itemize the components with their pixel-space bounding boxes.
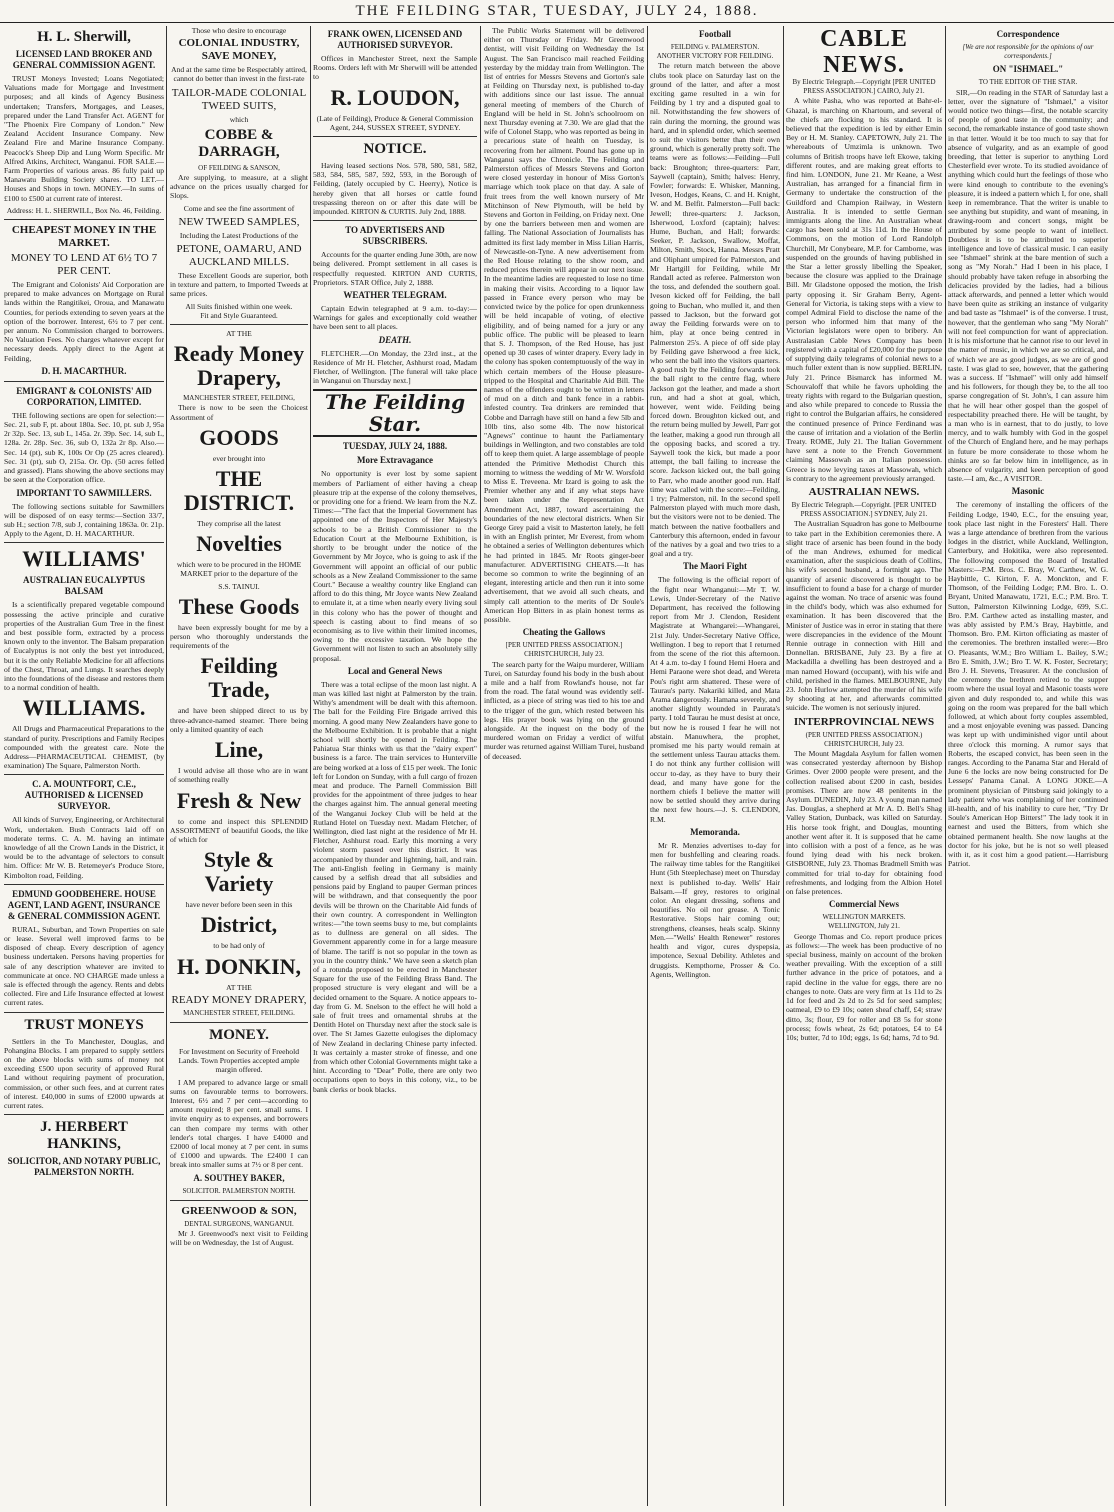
colonial-heading: COLONIAL INDUSTRY, SAVE MONEY, [178, 37, 300, 63]
money-body: I AM prepared to advance large or small sums on favourable terms to borrowers. Interest, 6½ and 7 per cent—according to amount required; 8 per cent. small sums. I invite enquiry as to expenses, and borrowers can then compare my terms with other lender's total charges. I have £4000 and £2000 of local money at 7 per cent. in sums of £1000 and upwards. The £2400 I can break into smaller sums at 7½ or 8 per cent. [170, 1077, 308, 1170]
comprise-text: They comprise all the latest [197, 519, 281, 529]
column-6 [786, 26, 942, 1506]
cheapest-heading: CHEAPEST MONEY IN THE MARKET. [11, 224, 157, 250]
goods-heading: GOODS [199, 424, 279, 450]
column-4 [484, 26, 644, 1506]
cable-heading: CABLE NEWS. [820, 26, 908, 78]
local-heading: Local and General News [347, 665, 443, 676]
column-rule [310, 26, 311, 1506]
masonic-body: The ceremony of installing the officers of the Feilding Lodge, 1940, E.C., for the ensuing year, took place last night in the Foresters' Hall. There was a large attendance of brethren from the various lodges in the district, while Auckland, Wellington, Canterbury, and Hokitika, were also represented. The following composed the Board of Installed Masters:—P.M. Bros. C. Bray, W. Carthew, W. G. Haybittle, C. Kirton, F. A. Monckton, and F. Thomson, of the Feilding Lodge; P.M. Bro. L. O. Bryant, United Manawatu, 1721, E.C.; P.M. Bro. T. Sutton, Palmerston Kilwinning Lodge, 699, S.C. Bro. P.M. Carthew acted as installing master, and was ably assisted by P.M.'s Bray, Haybittle, and Thomson. Bro. P.M. Kirton officiating as master of the ceremonies. The brethren installed were:—Bro O. Pleasants, W.M.; Bro William L. Bailey, S.W.; Bro E. Smith, J.W.; Bro T. W. K. Foster, Secretary; Bro J. H. Stevens, Treasurer. At the conclusion of the ceremony the brethren retired to the supper room where the usual loyal and Masonic toasts were given and duly responded to, and while this was going on the room was prepared for the ball which followed, at which about forty couples assembled, and a most enjoyable evening was passed. Dancing was kept up with undiminished vigor until about three o'clock this morning. A rumor says that Roberts, the escaped convict, has been seen in the ranges. According to the Panama Star and Herald of June 6 the locks are now being constructed for De Lesseps' Panama Canal. A LONG JOKE.—A prominent physician of Pittsburg said jokingly to a lady patient who was complaining of her continued ill-health, and of his inability to cure her, "Try Dr Soule's American Hop Bitters!" The lady took it in earnest and used the Bitters, from which she obtained permanent health. She now laughs at the doctor for his joke, but he is not so well pleased with it, as it cost him a good patient.—Harrisburg Patriot. [948, 500, 1108, 869]
masthead-title: THE FEILDING STAR, TUESDAY, JULY 24, 1888. [355, 2, 759, 19]
corr-note: [We are not responsible for the opinions of our correspondents.] [962, 43, 1094, 61]
commercial-subheading: WELLINGTON MARKETS. [822, 913, 906, 922]
line-heading: Line, [214, 737, 264, 763]
advertisers-body: Accounts for the quarter ending June 30th, are now being delivered. Prompt settlement in all cases is respectfully requested. KIRTON AND CURTIS, Proprietors. STAR Office, July 2, 1888. [313, 250, 477, 287]
extravagance-body: No opportunity is ever lost by some sapient members of Parliament of either having a cheap pleasure trip at the expense of the colony themselves, or providing one for a friend. We learn from the N.Z. Times:—"The fact that the Imperial Government has appointed one of the Inspectors of Her Majesty's schools to be a British Commissioner to the Education Court at the Melbourne Exhibition, is shortly to be brought under the notice of the Government by Mr Joyce, who is going to ask if the Government will appoint an official of our public schools as a New Zealand Commissioner to the same Court." Because a wealthy country like England can afford to do this thing, Mr Joyce wants New Zealand to emulate it, at a time when nearly every living soul in this colony who has the power of thought and speech is casting about to find means of so economising as to live within their limited incomes, owing to the excessive taxation. We hope the Government will not listen to such an absolutely silly proposal. [313, 469, 477, 663]
divider [170, 1022, 308, 1023]
sawmillers-heading: IMPORTANT TO SAWMILLERS. [16, 487, 152, 498]
masthead [0, 0, 1114, 23]
ready-subheading: MANCHESTER STREET, FEILDING, [183, 394, 295, 403]
divider [4, 219, 164, 220]
sawmillers-body: The following sections suitable for Sawmillers will be disposed of on easy terms:—Section 33/7, sub H.; section 7/8, sub J, containing 1863a. 0r. 21p. Apply to the Agent, D. H. MACARTHUR. [4, 501, 164, 539]
column-2 [170, 26, 308, 1506]
column-rule [166, 26, 167, 1506]
suits-text: All Suits finished within one week. [185, 301, 293, 311]
column-7 [948, 26, 1108, 1506]
williams-subheading: AUSTRALIAN EUCALYPTUS BALSAM [23, 575, 145, 597]
divider [4, 774, 164, 775]
star-date: TUESDAY, JULY 24, 1888. [342, 441, 448, 452]
money-heading: MONEY. [209, 1026, 269, 1043]
money-subheading: For Investment on Security of Freehold Lands. Town Properties accepted ample margin offered. [178, 1046, 300, 1075]
aus-heading: AUSTRALIAN NEWS. [808, 485, 920, 498]
football-heading: Football [698, 29, 731, 39]
news-body: The Public Works Statement will be delivered either on Thursday or Friday. Mr Greenwood dentist, will visit Feilding on Wednesday the 1st August. The San Francisco mail reached Feilding yesterday by the midday train from Wellington. The list of entries for Messrs Stevens and Gorton's sale at Feilding on Thursday next, is published to-day with additions since our last issue. The annual general meeting of members of the Church of England will be held in St. John's schoolroom on next Thursday evening at 7.30. We are glad that the wife of Colonel Stapp, who was reported as being in a precarious state of health on Tuesday, is recovering from her ailment. Pound has gone up in Wanganui says the Chronicle. The Feilding and Palmerston offices of Messrs Stevens and Gorton were closed yesterday in honour of Miss Gorton's marriage which took place on that day. A sale of fruit trees from the well known nursery of Mr Mitchinson of New Plymouth, will be held by Stevens and Gorton in Feilding, on Friday next. One by one the barriers between men and women are falling. The National Association of Journalists has admitted its first lady member in Miss Lilian Harris, of Newcastle-on-Tyne. A new advertisement from the Red House relating to the show room, and reduced prices therein will appear in our next issue. In the meantime ladies are requested to lose no time in making their visits. According to a liquor law passed in France every person who may be convicted twice by the police for open drunkenness will be held incapable of voting, of elective eligibility, and of being named for a jury or any public office. The public will be pleased to learn that S. J. Thompson, of the Red House, has just opened up 30 cases of winter drapery. Every lady in the colony has spoken contemptuously of the way in which certain members of the House pleasure-tripped to the Hospital and Charitable Aid Bill. The names of the offenders ought to be written in letters of mud on a ditch and bank fence in a rabbit-infested country. Tea drinkers are reminded that Cobbe and Darragh have still on hand a few 5lb and 10lb tins, also some 4lb. The now historical "Agnews" continue to haunt the Parliamentary buildings in Wellington, and two constables are told off to keep them quiet. A large assemblage of people attended the Primitive Methodist Church this morning to witness the wedding of Mr W. Worsfold to Miss E. Treveena. Mr Izard is going to ask the Premier whether any and if any what steps have been taken under the Representation Act Amendment Act, 1887, toward ascertaining the boundaries of the new electoral districts. When Sir George Grey paid a visit to Masterton lately, he fell in with an English printer, Mr Everest, from whom he obtained a series of Wellington debentures which he had printed in 1845. Mr Roots ginger-beer manufacturer. ADVERTISING CHEATS.—It has become so common to write the beginning of an elegant, interesting article and then run it into some advertisement, that we avoid all such cheats, and simply call attention to the merits of Dr Soule's American Hop Bitters in as plain honest terms as possible. [484, 26, 644, 624]
divider [4, 1012, 164, 1013]
ready-heading: Ready Money Drapery, [173, 341, 305, 391]
fresh-heading: Fresh & New [176, 787, 302, 813]
sherwill-address: Address: H. L. SHERWILL, Box No. 46, Feilding. [6, 205, 162, 215]
divider [4, 542, 164, 543]
weather-heading: WEATHER TELEGRAM. [343, 290, 447, 301]
column-3 [313, 26, 477, 1506]
newtweed-heading: NEW TWEED SAMPLES, [178, 215, 300, 228]
mills-heading: PETONE, OAMARU, AND AUCKLAND MILLS. [176, 243, 302, 269]
death-body: FLETCHER.—On Monday, the 23rd inst., at the Residence of Mr H. Fletcher, Ashhurst road, Madam Fletcher, of Wellington. [The funeral will take place in Wanganui on Thursday next.] [313, 348, 477, 386]
emigrants2-body: THE following sections are open for selection:—Sec. 21, sub F, pt. about 180a. Sec. 10, pt. sub J, 95a 2r 32p. Sec. 13, sub L, 145a. 2r. 39p. Sec. 14, sub L, 128a. 2r. 28p. Sec. 36, sub O, 132a 2r 8p. Also.—Sec. 14 (pt), sub K, 100s Or Op (25 acres cleared). Sec. 31 (pt), sub O, 215a. Or. Op. (50 acres felled and grassed). Plans showing the above sections may be seen at the Corporation office. [4, 410, 164, 485]
ishmael-to: TO THE EDITOR OF THE STAR. [978, 78, 1078, 87]
only-text: to be had only of [213, 941, 265, 951]
hankins-heading: J. HERBERT HANKINS, [40, 1119, 128, 1153]
sherwill-title: LICENSED LAND BROKER AND GENERAL COMMISSION AGENT. [12, 49, 156, 70]
donkin-heading: H. DONKIN, [176, 953, 302, 979]
trust-heading: TRUST MONEYS [24, 1016, 144, 1033]
weather-body: Captain Edwin telegraphed at 9 a.m. to-day:—Warnings for gales and exceptionally cold weather have been sent to all places. [313, 304, 477, 332]
trust-body: Settlers in the To Manchester, Douglas, and Pohangina Blocks. I am prepared to supply settlers on the above blocks with sums of money not exceeding £500 upon security of approved Rural Land without requiring payment of procuration, commission, or other such fees, and at current rates of interest. £40,000 in sums of £2000 upwards at current rates. [4, 1036, 164, 1111]
ishmael-heading: ON "ISHMAEL." [992, 64, 1064, 75]
owen-body: Offices in Manchester Street, next the Sample Rooms. Orders left with Mr Sherwill will be attended to [313, 54, 477, 82]
mountfort-body: All kinds of Survey, Engineering, or Architectural Work, undertaken. Bush Contracts laid off on moderate terms. C. A. M. having an intimate knowledge of all the Crown Lands in the District, it would be to the advantage of selectors to consult him. Office: Mr W. B. Retemeyer's Produce Store, Kimbolton road, Feilding. [4, 815, 164, 880]
star-title: The Feilding Star. [313, 389, 477, 437]
feilding-trade-heading: Feilding Trade, [200, 653, 278, 703]
column-1 [4, 26, 164, 1506]
fit-text: Fit and Style Guaranteed. [200, 310, 278, 320]
advertisers-heading: TO ADVERTISERS AND SUBSCRIBERS. [345, 225, 445, 247]
everbrought-text: ever brought into [212, 453, 266, 463]
divider [4, 381, 164, 382]
hankins-subheading: SOLICITOR, AND NOTARY PUBLIC, PALMERSTON NORTH. [7, 1156, 161, 1178]
novelties-heading: Novelties [196, 531, 282, 557]
aus-body: The Australian Squadron has gone to Melbourne to take part in the Exhibition ceremonies there. A slight trace of arsenic has been found in the body of the man Andrews, exhumed for medical examination, after the suspicious death of Collins, his wife's second husband, a fortnight ago. The quantity of arsenic discovered is thought to be insufficient to found a base for a charge of murder against the woman. No trace of arsenic was found in the child's body, which was also exhumed for examination. It has been discovered that the Minister of Justice was in error in stating that there were discrepancies in the evidence of the Mount Rennie outrage in connection with Hill and Donnellan. BRISBANE, July 23. By a fire at Mackadilla a dwelling has been destroyed and a man named Howard (occupant), with his wife and child, perished in the flames. MELBOURNE, July 23. John Hurlow attempted the murder of his wife by shooting at her, and afterwards committed suicide. The women is not seriously injured. [786, 519, 942, 713]
aus-subheading: By Electric Telegraph.—Copyright. [PER UNITED PRESS ASSOCIATION.] SYDNEY, July 21. [791, 500, 937, 519]
havebeen-text: have been expressly bought for me by a person who thoroughly understands the requirements of the [170, 622, 308, 651]
excellent-body: These Excellent Goods are superior, both in texture and pattern, to Imported Tweeds at same prices. [170, 271, 308, 299]
goodbehere-body: RURAL, Suburban, and Town Properties on sale or lease. Several well improved farms to be disposed of cheap. Every description of agency business undertaken. Persons having properties for sale of any description whatever are invited to communicate at once. NO CHARGE made unless a sale is effected through the agency. Rents and debts collected. Fire and Life Insurance effected at lowest current rates. [4, 924, 164, 1008]
cable-subheading: By Electric Telegraph.—Copyright [PER UNITED PRESS ASSOCIATION.] CAIRO, July 21. [792, 78, 936, 96]
corr-heading: Correspondence [996, 29, 1060, 39]
column-rule [945, 26, 946, 1506]
atthe2-text: AT THE [226, 982, 252, 992]
gallows-subheading: [PER UNITED PRESS ASSOCIATION.] CHRISTCHURCH, July 23. [505, 641, 623, 659]
williams-body2: All Drugs and Pharmaceutical Preparations to the standard of purity. Prescriptions and Family Recipes compounded with the greatest care. Note the Address—PHARMACEUTICAL CHEMIST, (by examination) The Square, Palmerston North. [4, 724, 164, 771]
ready-body: There is now to be seen the Choicest Assortment of [170, 403, 308, 422]
emigrants2-heading: EMIGRANT & COLONISTS' AID CORPORATION, LIMITED. [16, 385, 152, 407]
owen-heading: FRANK OWEN, LICENSED AND AUTHORISED SURVEYOR. [327, 29, 463, 50]
inter-heading: INTERPROVINCIAL NEWS [793, 715, 935, 728]
cable-body: A white Pasha, who was reported at Bahr-el-Ghazal, is marching on Khartoum, and several of the chiefs are flocking to his standard. It is believed that the expedition is led by either Emin Bey or H. M. Stanley. CAPETOWN, July 21. The whereabouts of Umzimla is unknown. Two columns of British troops have left Ekowe, taking different routes, and are making great efforts to find him. LONDON, June 21. Mr Keane, a West Australian, has arranged for a financial firm in Germany to undertake the construction of the Guildford and Champion Railway, in Western Australia. It is intended to settle German immigrants along the line. An Australian wheat cargo has been sold at 31s 11d. In the House of Commons, on the motion of Lord Randolph Churchill, Mr Conybeare, M.P. for Camborne, was suspended on the grounds of having published in the Star a letter grossly libelling the Speaker, because the closure was applied to the Drainage Bill. Mr Gladstone opposed the motion, the Irish party opposing it. Sir Graham Berry, Agent-General for Victoria, is taking steps with a view to compel Admiral Field to disclose the name of the person who informed him that many of the Victorian legislators were open to bribery. An Australasian Cable News Company has been registered with a capital of £20,000 for the purpose of supplying daily telegrams of colonial news to a much fuller extent than is now supplied. BERLIN, July 21. Prince Bismarck has informed M. Schouvaloff that while he favors upholding the treaty rights with regard to the Bulgarian question, and also while prepared to concede to Russia the right to control the Bulgarian affairs, he considered the continued presence of Prince Ferdinand was the cause of irritation and a violation of the Berlin Treaty. ROME, July 21. The Italian Government have sent a note to the French Government claiming Massowah as an Italian possession. Greece is now levying taxes at Massowah, which is contrary to the agreement previously arranged. [786, 96, 942, 483]
notice-body: Having leased sections Nos. 578, 580, 581, 582, 583, 584, 585, 587, 592, 593, in the Borough of Feilding, (lately occupied by C. Heerry), Notice is hereby given that all horses or cattle found trespassing thereon on or after this date will be impounded. KIRTON & CURTIS. July 2nd, 1888. [313, 161, 477, 217]
tailor-heading: TAILOR-MADE COLONIAL TWEED SUITS, [171, 86, 307, 112]
emigrants-body: The Emigrant and Colonists' Aid Corporation are prepared to make advances on Mortgage on Rural lands within the Rangitikei, Oroua, and Manawatu Counties, for periods extending to seven years at the option of the borrower. Interest, 6½ to 7 per cent. per annum. No Commission charged to borrowers. No Valuation Fees. No charges whatever except for necessary deeds. Apply direct to the Agent at Feilding, [4, 280, 164, 363]
district-heading: THE DISTRICT. [183, 466, 295, 516]
district2-heading: District, [200, 912, 278, 938]
ready2-subheading: MANCHESTER STREET, FEILDING. [183, 1008, 295, 1017]
loudon-heading: R. LOUDON, [330, 84, 460, 110]
procured-text: which were to be procured in the HOME MARKET prior to the departure of the [176, 560, 302, 579]
football-subheading2: ANOTHER VICTORY FOR FEILDING. [656, 52, 774, 61]
notice-heading: NOTICE. [363, 141, 427, 158]
neverseen-text: have never before been seen in this [185, 900, 293, 910]
maori-body: The following is the official report of the fight near Whanganui:—Mr T. W. Lewis, Under-Secretary of the Native Department, has received the following report from Mr J. Clendon, Resident Magistrate at Whangarei:—Whangarei, 21st July. Under-Secretary Native Office, Wellington. I beg to report that I returned from the scene of the riot this afternoon. At 4 a.m. to-day I found Hemi Hoera and Hemi Paraone were shot dead, and Wereta Pou's right arm shattered. These were of Taurau's party. Nakariki killed, and Mata Arama dangerously. Hamana severely, and another slightly wounded in Paurata's party. I told Taurau he must desist at once, but now he is roused I fear he will not abstain. Manuwhera, the prophet, promised me his party would remain at the settlement unless Taurau attacks them. I do not think any further collision will occur to-day, as they have to bury their dead, and many have gone for the northern chiefs I believe the matter will now be settled should they arrive during the next few hours.—J. S. CLENDON, R.M. [650, 575, 780, 824]
goodbehere-heading: EDMUND GOODBEHERE. HOUSE AGENT, LAND AGENT, INSURANCE & GENERAL COMMISSION AGENT. [7, 888, 161, 921]
extravagance-heading: More Extravagance [356, 455, 434, 466]
local-body: There was a total eclipse of the moon last night. A man was killed last night at Palmerston by the train. Withy's amendment will be dealt with this afternoon. The ball for the Feilding Fire Brigade arrived this morning. A good many New Zealanders have gone to the Melbourne Exhibition. It is probable that a night school will shortly be opened in Feilding. The Pahiatua Star thinks with us that the "dairy expert" business is a farce. The train services to Hunterville are being worked at a loss of £15 per week. The Ionic left for London on Sunday, with a full cargo of frozen meat and produce. The Parnell Commission Bill provides for the appointment of three judges to hear the charges against him. The annual general meeting of the Wanganui Jockey Club will be held at the Rutland Hotel on Tuesday next. Madam Fletcher, of Wellington, died last night at the residence of Mr H. Fletcher, Ashhurst road. Early this morning a very violent storm passed over this district. It was accompanied by thunder and lightning, hail, and rain. The anti-English feeling in Germany is mainly caused by a selfish dread that all subsidies and pensions paid by England to pauper German princes will be withdrawn, and that consequently the poor devils will be thrown on the Charitable Aid funds of their own country. A correspondent in Wellington writes:—"the town seems busy to me, but complaints as to dullness are general on all sides. The Government apparently come in for a large measure of blame. The tariff is not so popular in the town as you in the country think." We have seen a sketch plan of a rotunda proposed to be erected in Manchester Square for the use of the Feilding Brass Band. The proposed structure is very elegant and will be a decided ornament to the Square. A notice appears to-day from G. M. Snelson to the effect he will hold a sale of fruit trees and ornamental shrubs at the Dentith Hotel on Thursday next after the stock sale is over. The St James Gazette eulogises the diplomacy of New Zealand in declaring Chinese party infected. It was certainly a master stroke of finesse, and one from which other Colonial Governments might take a hint. According to "Dear" Polle, there are only two occupations open to boys in this colony, viz., to be bank clerks or book blacks. [313, 679, 477, 1094]
cobbe-heading: COBBE & DARRAGH, [198, 126, 280, 160]
column-rule [480, 26, 481, 1506]
greenwood-subheading: DENTAL SURGEONS, WANGANUI. [184, 1219, 294, 1228]
tainui-text: S.S. TAINUI. [218, 581, 260, 591]
divider [4, 884, 164, 885]
column-rule [783, 26, 784, 1506]
football-subheading: FEILDING v. PALMERSTON. [670, 43, 760, 51]
splendid-text: to come and inspect this SPLENDID ASSORTMENT of beautiful Goods, the like of which for [170, 816, 308, 844]
cheapest-body: MONEY TO LEND AT 6½ TO 7 PER CENT. [10, 252, 158, 278]
which-text: which [229, 114, 249, 124]
atthe-text: AT THE [226, 329, 252, 339]
mountfort-heading: C. A. MOUNTFORT, C.E., AUTHORISED & LICENSED SURVEYOR. [24, 779, 144, 812]
football-body: The return match between the above clubs took place on Saturday last on the ground of the latter, and after a most exciting game resulted in a win for Feilding by 1 try and a disputed goal to nil. Notwithstanding the few showers of rain during the morning, the ground was hard, and in splendid order, which seemed to suit the visitors better than their own ground, which is generally pretty soft. The teams were as follows:—Feilding—Full back: Broughton; three-quarters: Parr, Saywell (captain), Smith; halves: Henry, Fowler; forwards: E. Whisker, Manning, Iveson, Hodges, Keans, C. and H. Knight, W. and M. Belfit. Palmerston—Full back: Jewell; three-quarters: J. Jackson, Isherwood, Loxford (captain); halves: Hume, Buchan, and Hall; forwards: Seeker, P. Jackson, Swallow, Moffat, Milton, Smith, Stock, Hanna. Messrs Pratt and Oliphant umpired for Palmerston, and Mr Hartgill for Feilding, while Mr Randall acted as referee. Palmerston won the toss, and defended the southern goal. Iveson kicked off for Feilding, the ball going to Buchan, who mulled it, and then passed to Jackson, but the forward got away the Feilding forwards were on to him, play at once being centred in Palmerston 25's. A piece of off side play by Feilding gave Isherwood a free kick, who sent the ball into the visitors quarters. A good rush by the Feilding forwards took the ball right to the centre flag, where Jackson got the leather, and made a short run, and had a shot at goal, which, however, went wide. Feilding being forced down. Broughton kicked out, and the return being mulled by Jewell, Parr got the leather, making a good run through all the opposing backs, and scored a try. Saywell took the kick, but made a poor attempt, the ball failing to increase the score. Jackson kicked out, the ball going to Parr, who made another good run. Half time was called with the score:—Feilding, 1 try; Palmerston, nil. In the second spell Palmerston played with much more dash, but the visitors were not to be denied. The match between the native footballers and Canterbury this afternoon, ended in favour of the natives by a goal and two tries to a goal and a try. [650, 61, 780, 559]
inter-body: The Mount Magdala Asylum for fallen women was consecrated yesterday afternoon by Bishop Grimes. Over 2000 people were present, and the collection realised about £200 in cash, besides promises. There are now 48 penitents in the Asylum. DUNEDIN, July 23. A young man named Jas. Douglas, a shepherd at Mr A. D. Bell's Shag Valley Station, Dunback, was killed on Saturday. His horse took fright, and Douglas, mounting another went after it. It is supposed that he came into collision with a post of a fence, as he was found lying dead with his neck broken. GISBORNE, July 23. Thomas Bradmell Smith was committed for trial to-day for obtaining food refreshments, and lodging from the Albion Hotel on false pretences. [786, 749, 942, 897]
maori-heading: The Maori Fight [683, 561, 747, 572]
come-text: Come and see the fine assortment of [183, 203, 295, 213]
column-5 [650, 26, 780, 1506]
commercial-body: George Thomas and Co. report produce prices as follows:—The week has been productive of no special business, mainly on account of the broken weather prevailing. With the exception of a still further advance in the price of potatoes, and a rapid decline in the value for eggs, there are no changes to note. Oats are very firm at 1s 11d to 2s 1d for feed and 2s 2d to 2s 5d for seed samples; oatmeal, £9 to £9 10s; oaten sheaf chaff, £4; straw ditto, 3s; flour, £9 for roller and £8 5s for stone process; fowls wheat, 2s 6d; potatoes, £4 to £4 10s; butter, 7d to 10d; eggs, 1s 6d; hams, 7d to 9d. [786, 931, 942, 1042]
loudon-subheading: (Late of Feilding), Produce & General Commission Agent, 244, SUSSEX STREET, SYDNEY. [316, 113, 474, 132]
baker-heading: A. SOUTHEY BAKER, [193, 1172, 285, 1183]
memo-heading: Memoranda. [690, 826, 740, 837]
inter-subheading: (PER UNITED PRESS ASSOCIATION.) CHRISTCHURCH, July 23. [805, 730, 923, 748]
advise-text: I would advise all those who are in want of something really [170, 766, 308, 785]
commercial-heading: Commercial News [828, 899, 900, 910]
divider [170, 324, 308, 325]
divider [4, 1114, 164, 1115]
divider [170, 1200, 308, 1201]
commercial-date: WELLINGTON, July 21. [828, 922, 900, 931]
colonial-intro: Those who desire to encourage [191, 26, 287, 35]
colonial-intro2: And at the same time be Respectably attired, cannot do better than invest in the first-rate [171, 65, 307, 84]
gallows-heading: Cheating the Gallows [522, 627, 606, 638]
sherwill-body: TRUST Moneys Invested; Loans Negotiated; Valuations made for Mortgage and Investment purposes; and all kinds of Agency Business undertaken; Transfers, Mortgages, and Leases, prepared under the Land Transfer Act. AGENT for "The Phoenix Fire Company of London." New Zealand Accident Insurance Company. New Zealand Fire and Marine Insurance Company. Peacock's Sheep Dip and Lung Worm Specific. Mr Alfred Atkins, Architect, Wanganui. FOR SALE.—Farm Properties of various areas. 86 fully paid up Manawatu Building Society shares. TO LET.—Houses and Shops in town. MONEY.—In sums of £100 to £500 at current rate of interest. [4, 74, 164, 203]
cobbe-body: Are supplying, to measure, at a slight advance on the prices usually charged for Slops. [170, 173, 308, 201]
baker-subheading: SOLICITOR. PALMERSTON NORTH. [182, 1186, 296, 1195]
ishmael-body: SIR,—On reading in the STAR of Saturday last a letter, over the signature of "Ishmael," a visitor would notice two things—first, the notable scarcity of people of good taste in the community; and second, the remarkable instance of good taste shown in that letter. Would it be too much to say that for absence of vulgarity, and as an example of good breeding, that letter is superior to anything Lord Chesterfield ever wrote. To its studied avoidance of anything which could hurt the feelings of those who were kind enough to contribute to the evening's pleasure, it is indeed a pattern which I, for one, shall keep in remembrance. That the writer is unable to see anything but stupidity, and want of meaning, in drawing-room and concert songs, might be attributed by some people to want of intellect. Doubtless it is to be attributed to superior intelligence and love of classical music. I can easily see "Ishmael" shrink at the bare mention of such a song as "My Norah." Had I been in his place, I should probably have taken refuge in absorbing the delicacies provided by the ladies, had a bilious attack afterwards, and penned a letter which would have been quite as striking an instance of vulgarity and bad taste as "Ishmael" is of the converse. I trust, however, that the gentleman who sang "My Norah" will not feel compunction for want of appreciation. It is his misfortune that he cannot rise to our level in the matter of music, in which we are so critical, and of which we are as good judges, as we are of good taste. I was glad to see, however, that the gathering was a success. If "Ishmael" will only add himself and his followers, for though they be, to the all too sparse congregation of St. John's, I can assure him that he will hear other gospel than the gospel of respectability preached there. He will be taught, by a man who is in earnest, that to do justly, to love mercy, and to walk humbly with God in the gospel of the Church of England here, and he may perhaps in future be more considerate to those whom he thinks are so far below him in intelligence, as in absence of vulgarity, and keen perception of good taste.—I am, &c., A VISITOR. [948, 87, 1108, 484]
greenwood-heading: GREENWOOD & SON, [181, 1204, 297, 1217]
gallows-body: The search party for the Waipu murderer, William Turei, on Saturday found his body in the bush about a mile and a half from Rowland's house, not far from the road. The fatal wound was evidently self-inflicted, as a piece of string was tied to his toe and to the trigger of the gun, which rested between his legs. His prayer book was lying on the ground alongside. At the inquest on the body of the murdered woman on Friday a verdict of wilful murder was returned against William Turei, husband of deceased. [484, 659, 644, 761]
emigrants-agent: D. H. MACARTHUR. [41, 365, 127, 376]
these-goods-heading: These Goods [178, 593, 300, 619]
divider [313, 136, 477, 137]
shipped-text: and have been shipped direct to us by three-advance-named steamer. There being only a limited quantity of each [170, 706, 308, 734]
style-heading: Style & Variety [203, 847, 275, 897]
column-rule [647, 26, 648, 1506]
death-heading: DEATH. [378, 334, 412, 345]
williams-body: Is a scientifically prepared vegetable compound possessing the active principle and curative properties of the Australian Gum Tree in the finest and best possible form, extracted by a process known only to the inventor. The Balsam preparation of Eucalyptus is not only the best yet introduced, but it is the only Reliable Medicine for all affections of the Chest, Throat, and Lungs. It searches deeply into the foundations of the disease and restores them to a normal condition of health. [4, 600, 164, 693]
masonic-heading: Masonic [1011, 486, 1045, 497]
williams-name: WILLIAMS. [22, 695, 146, 721]
memo-body: Mr R. Menzies advertises to-day for men for bushfelling and clearing roads. The railway time tables for the Rangitikei Hunt (5th Steeplechase) meet on Thursday next is published to-day. Wells' Hair Balsam.—If grey, restores to original color. An elegant dressing, softens and beautifies. No oil nor grease. A Tonic Restorative. Stops hair coming out; strengthens, cleanses, heals scalp. Skinny Men.—"Wells' Health Renewer" restores health and vigor, cures dyspepsia, impotence, Sexual Debility. Athletes and druggists. Kempthorne, Prosser & Co. Agents, Wellington. [650, 840, 780, 979]
ready2-heading: READY MONEY DRAPERY, [171, 993, 307, 1006]
williams-heading: WILLIAMS' [22, 546, 146, 572]
sherwill-name: H. L. Sherwill, [37, 29, 131, 45]
cobbe-subheading: OF FEILDING & SANSON, [198, 163, 280, 172]
divider [313, 220, 477, 221]
greenwood-body: Mr J. Greenwood's next visit to Feilding will be on Wednesday, the 1st of August. [170, 1228, 308, 1248]
including-text: Including the Latest Productions of the [179, 230, 299, 240]
